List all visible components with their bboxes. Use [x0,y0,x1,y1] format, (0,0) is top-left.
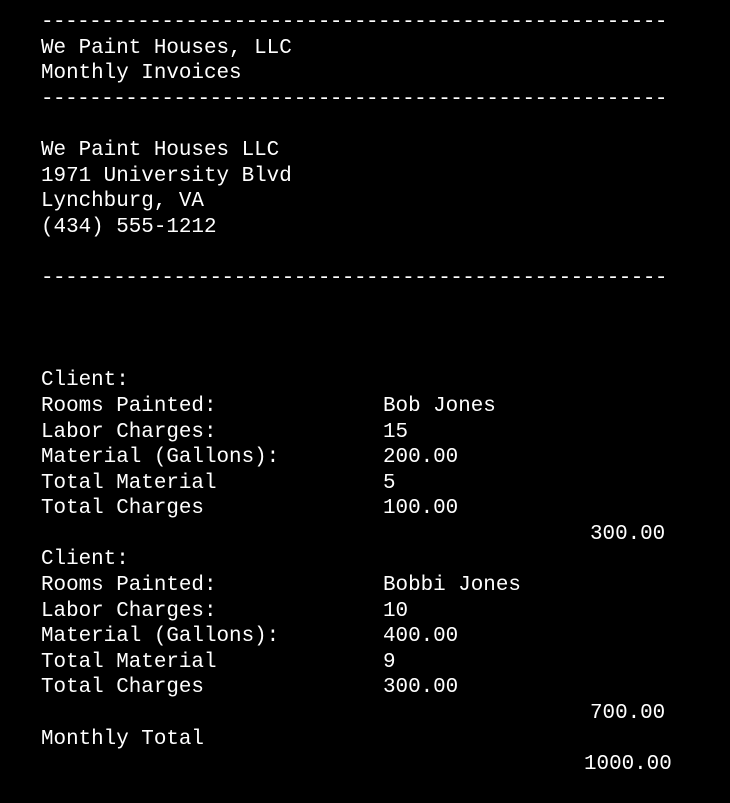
rooms-label: Rooms Painted: [41,394,217,418]
client-name: Bob Jones [383,394,496,418]
monthly-total-value: 1000.00 [584,753,672,777]
company-name: We Paint Houses LLC [41,138,280,162]
company-phone: (434) 555-1212 [41,215,217,239]
total-charges-label: Total Charges [41,497,204,521]
gallons-label: Material (Gallons): [41,625,280,649]
labor-label: Labor Charges: [41,599,217,623]
report-title: We Paint Houses, LLC [41,36,292,60]
total-material-value: 100.00 [383,497,459,521]
total-material-label: Total Material [41,650,217,674]
invoice-block [41,522,721,726]
rooms-value: 15 [383,420,409,444]
gallons-value: 9 [383,650,396,674]
monthly-total-row [41,701,721,777]
separator-line: ---------------------------------------------------- [41,87,667,111]
gallons-label: Material (Gallons): [41,446,280,470]
client-name: Bobbi Jones [383,574,521,598]
gallons-value: 5 [383,471,396,495]
total-charges-label: Total Charges [41,676,204,700]
total-material-value: 300.00 [383,676,459,700]
total-charges-value: 700.00 [590,702,666,726]
rooms-label: Rooms Painted: [41,574,217,598]
report-subtitle: Monthly Invoices [41,62,242,86]
rooms-value: 10 [383,599,409,623]
monthly-total-label: Monthly Total [41,727,204,751]
separator-line: ---------------------------------------------------- [41,266,667,290]
labor-value: 200.00 [383,446,459,470]
labor-value: 400.00 [383,625,459,649]
terminal-output [41,10,721,777]
client-label: Client: [41,548,129,572]
client-label: Client: [41,369,129,393]
company-street: 1971 University Blvd [41,164,292,188]
labor-label: Labor Charges: [41,420,217,444]
total-charges-value: 300.00 [590,522,666,546]
separator-line: ---------------------------------------------------- [41,11,667,34]
total-material-label: Total Material [41,471,217,495]
invoice-block [41,343,721,546]
company-city-state: Lynchburg, VA [41,190,204,214]
